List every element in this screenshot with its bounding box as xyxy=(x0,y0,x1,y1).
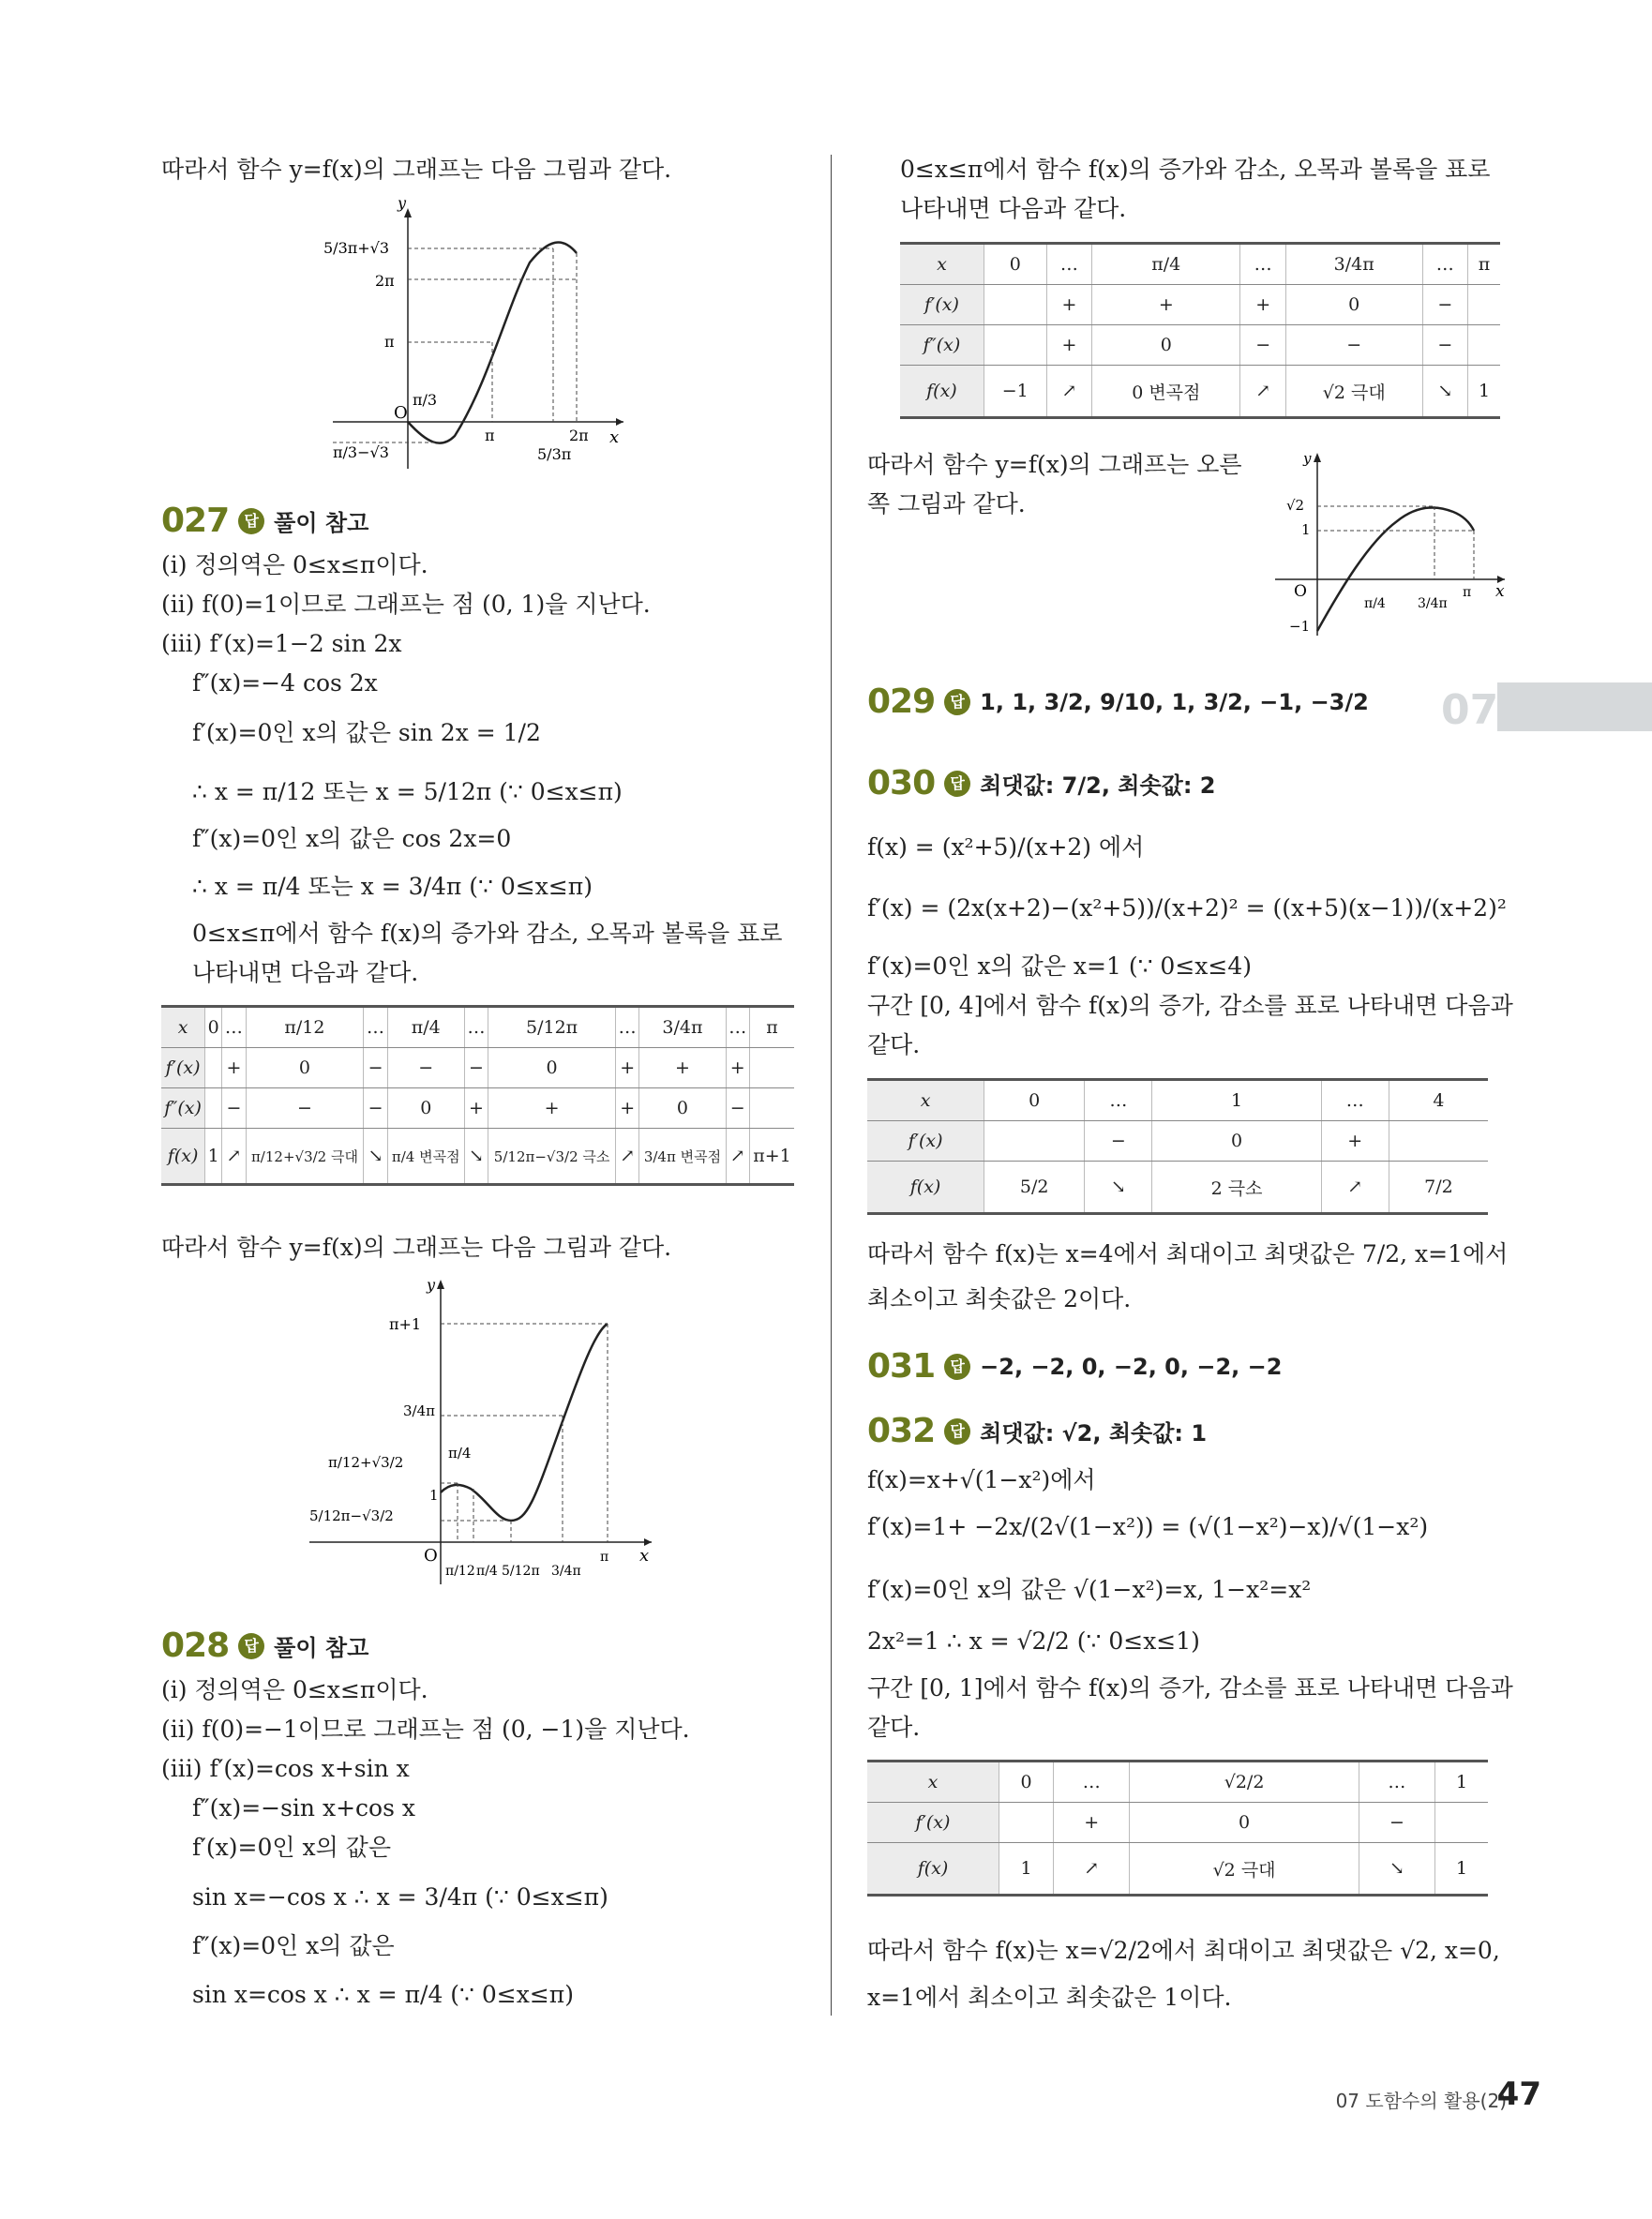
g3-y: y xyxy=(1303,450,1312,467)
table-cell: + xyxy=(1240,285,1286,325)
table-cell: − xyxy=(464,1048,488,1088)
table-cell: 0 xyxy=(1130,1803,1359,1843)
table-cell: x xyxy=(867,1080,984,1121)
table-cell: 5/12π xyxy=(488,1007,616,1048)
answer-text: 풀이 참고 xyxy=(274,1635,369,1661)
section-028-header xyxy=(161,1627,368,1665)
g1-2pi: 2π xyxy=(375,272,395,290)
table-cell: π xyxy=(1468,244,1500,285)
problem-number: 031 xyxy=(867,1347,936,1386)
table-cell xyxy=(205,1088,222,1129)
section-029-header xyxy=(867,682,1369,721)
table-cell: … xyxy=(1422,244,1468,285)
s027-line: f″(x)=−4 cos 2x xyxy=(192,669,378,697)
table-cell: f(x) xyxy=(867,1162,984,1214)
table-cell: − xyxy=(1085,1121,1152,1162)
table-cell: x xyxy=(900,244,984,285)
graph3-caption-1: 따라서 함수 y=f(x)의 그래프는 오른 xyxy=(867,451,1242,478)
table-cell: 0 xyxy=(387,1088,464,1129)
table-cell: − xyxy=(1422,325,1468,366)
table-cell: + xyxy=(726,1048,749,1088)
table-cell: … xyxy=(1240,244,1286,285)
s030-sign-table xyxy=(867,1078,1488,1215)
table-cell: + xyxy=(616,1048,639,1088)
table-cell xyxy=(984,325,1046,366)
graph2-caption: 따라서 함수 y=f(x)의 그래프는 다음 그림과 같다. xyxy=(161,1234,672,1261)
s030-line: f′(x) = (2x(x+2)−(x²+5))/(x+2)² = ((x+5)(x−1))/(x+2)² xyxy=(867,894,1507,922)
table-cell: ↗ xyxy=(616,1129,639,1185)
table-cell: π/12 xyxy=(246,1007,364,1048)
answer-badge: 답 xyxy=(238,1633,264,1659)
table-row xyxy=(900,366,1500,418)
s028-line: sin x=−cos x ∴ x = 3/4π (∵ 0≤x≤π) xyxy=(192,1883,608,1911)
s030-conclusion: 따라서 함수 f(x)는 x=4에서 최대이고 최댓값은 7/2, x=1에서 xyxy=(867,1240,1509,1267)
table-row xyxy=(161,1007,794,1048)
s027-line: ∴ x = π/12 또는 x = 5/12π (∵ 0≤x≤π) xyxy=(192,778,623,805)
table-cell: 0 변곡점 xyxy=(1092,366,1240,418)
table-cell: 0 xyxy=(984,1080,1085,1121)
table-cell: − xyxy=(1285,325,1422,366)
table-cell: ↗ xyxy=(726,1129,749,1185)
problem-number: 032 xyxy=(867,1412,936,1450)
g3-r2: √2 xyxy=(1286,497,1305,514)
g2-t1: π/12 xyxy=(445,1564,475,1579)
s030-conclusion: 최소이고 최솟값은 2이다. xyxy=(867,1285,1132,1312)
answer-text: 최댓값: 7/2, 최솟값: 2 xyxy=(980,772,1216,799)
g1-pi: π xyxy=(384,333,395,351)
table-row xyxy=(867,1803,1488,1843)
section-030-header xyxy=(867,764,1216,802)
g2-o: O xyxy=(424,1546,438,1566)
answer-badge: 답 xyxy=(238,508,264,534)
table-cell: − xyxy=(364,1048,387,1088)
table-row xyxy=(161,1088,794,1129)
s027-line: 나타내면 다음과 같다. xyxy=(192,959,419,986)
table-cell: 7/2 xyxy=(1389,1162,1488,1214)
g2-one: 1 xyxy=(429,1487,439,1504)
g1-x5pi3: 5/3π xyxy=(537,445,572,463)
table-cell: + xyxy=(222,1048,246,1088)
table-cell: 3/4π xyxy=(1285,244,1422,285)
g1-top: 5/3π+√3 xyxy=(323,239,390,257)
table-row xyxy=(900,244,1500,285)
table-cell: … xyxy=(1054,1762,1130,1803)
footer-chapter: 07 도함수의 활용(2) xyxy=(1335,2090,1507,2112)
table-cell xyxy=(1468,285,1500,325)
table-cell: π/4 변곡점 xyxy=(387,1129,464,1185)
s027-line: (ⅱ) f(0)=1이므로 그래프는 점 (0, 1)을 지난다. xyxy=(161,591,651,618)
table-cell: + xyxy=(1321,1121,1389,1162)
table-cell: + xyxy=(488,1088,616,1129)
g3-t2: 3/4π xyxy=(1418,596,1448,611)
g2-t5: π xyxy=(600,1550,609,1565)
s027-sign-table xyxy=(161,1005,794,1186)
chapter-side-tab xyxy=(1441,682,1652,734)
table-cell: … xyxy=(726,1007,749,1048)
s028-line: (ⅲ) f′(x)=cos x+sin x xyxy=(161,1755,410,1782)
problem-number: 028 xyxy=(161,1627,230,1665)
s028-line: (ⅰ) 정의역은 0≤x≤π이다. xyxy=(161,1676,428,1703)
table-cell: 1 xyxy=(1152,1080,1321,1121)
answer-text: 최댓값: √2, 최솟값: 1 xyxy=(980,1420,1208,1447)
table-cell: … xyxy=(1046,244,1092,285)
g3-m1: −1 xyxy=(1289,618,1311,635)
table-cell: 0 xyxy=(205,1007,222,1048)
table-cell: + xyxy=(639,1048,726,1088)
graph-2 xyxy=(309,1275,656,1598)
table-row xyxy=(867,1162,1488,1214)
table-cell: f′(x) xyxy=(867,1121,984,1162)
g2-lpi4: π/4 xyxy=(448,1445,472,1462)
graph1-caption: 따라서 함수 y=f(x)의 그래프는 다음 그림과 같다. xyxy=(161,156,672,183)
g2-top: π+1 xyxy=(389,1315,422,1333)
table-cell xyxy=(984,1121,1085,1162)
g3-o: O xyxy=(1294,582,1307,601)
page-number: 47 xyxy=(1496,2076,1541,2113)
answer-badge: 답 xyxy=(944,1354,970,1380)
g1-xpi: π xyxy=(485,427,495,444)
g2-x: x xyxy=(639,1546,650,1566)
table-cell: f′(x) xyxy=(900,285,984,325)
s032-sign-table xyxy=(867,1760,1488,1897)
table-cell: f′(x) xyxy=(161,1048,205,1088)
table-cell: ↗ xyxy=(1054,1843,1130,1896)
table-cell xyxy=(1468,325,1500,366)
table-cell: + xyxy=(464,1088,488,1129)
g1-x2pi: 2π xyxy=(569,427,589,444)
s028-line: f″(x)=0인 x의 값은 xyxy=(192,1932,395,1959)
table-cell: 2 극소 xyxy=(1152,1162,1321,1214)
table-cell: + xyxy=(1092,285,1240,325)
table-cell xyxy=(1435,1803,1488,1843)
table-cell: f″(x) xyxy=(161,1088,205,1129)
answer-badge: 답 xyxy=(944,689,970,715)
s027-line: (ⅲ) f′(x)=1−2 sin 2x xyxy=(161,630,402,657)
graph-1 xyxy=(323,197,633,478)
s030-line: f(x) = (x²+5)/(x+2) 에서 xyxy=(867,833,1145,861)
table-cell: − xyxy=(222,1088,246,1129)
table-cell: … xyxy=(364,1007,387,1048)
g1-y: y xyxy=(397,197,406,212)
g3-one: 1 xyxy=(1301,521,1311,538)
s027-line: ∴ x = π/4 또는 x = 3/4π (∵ 0≤x≤π) xyxy=(192,873,593,900)
table-cell: ↗ xyxy=(1321,1162,1389,1214)
table-cell xyxy=(984,285,1046,325)
table-cell: 0 xyxy=(984,244,1046,285)
table-row xyxy=(161,1129,794,1185)
table-row xyxy=(867,1080,1488,1121)
answer-text: 풀이 참고 xyxy=(274,510,369,536)
table-cell xyxy=(749,1048,794,1088)
s032-line: 같다. xyxy=(867,1714,921,1741)
table-cell: 4 xyxy=(1389,1080,1488,1121)
table-cell: 0 xyxy=(999,1762,1053,1803)
table-cell: + xyxy=(616,1088,639,1129)
table-cell: + xyxy=(1046,325,1092,366)
table-cell: 3/4π 변곡점 xyxy=(639,1129,726,1185)
table-cell: … xyxy=(1359,1762,1434,1803)
table-cell: 1 xyxy=(1468,366,1500,418)
table-cell: ↗ xyxy=(1240,366,1286,418)
answer-badge: 답 xyxy=(944,1418,970,1445)
g2-t4: 3/4π xyxy=(551,1564,581,1579)
g2-t3: 5/12π xyxy=(502,1564,540,1579)
table-cell: √2 극대 xyxy=(1130,1843,1359,1896)
table-row xyxy=(867,1762,1488,1803)
s027-line: f′(x)=0인 x의 값은 sin 2x = 1/2 xyxy=(192,719,541,746)
g2-t2: π/4 xyxy=(476,1564,498,1579)
table-row xyxy=(867,1843,1488,1896)
s030-line: 같다. xyxy=(867,1031,921,1058)
table-cell: 0 xyxy=(1285,285,1422,325)
answer-text: 1, 1, 3/2, 9/10, 1, 3/2, −1, −3/2 xyxy=(980,688,1369,715)
table-cell: − xyxy=(246,1088,364,1129)
table-cell: 5/12π−√3/2 극소 xyxy=(488,1129,616,1185)
s028c-line: 0≤x≤π에서 함수 f(x)의 증가와 감소, 오목과 볼록을 표로 xyxy=(900,156,1491,183)
g2-lmin: 5/12π−√3/2 xyxy=(309,1507,394,1524)
section-027-header xyxy=(161,502,368,540)
problem-number: 029 xyxy=(867,682,936,721)
g2-lmax: π/12+√3/2 xyxy=(328,1454,404,1471)
table-cell: f′(x) xyxy=(867,1803,999,1843)
table-cell: 3/4π xyxy=(639,1007,726,1048)
g3-t3: π xyxy=(1463,585,1472,600)
s032-conclusion: x=1에서 최소이고 최솟값은 1이다. xyxy=(867,1984,1232,2011)
table-cell: … xyxy=(616,1007,639,1048)
table-cell: π/4 xyxy=(387,1007,464,1048)
s027-line: (ⅰ) 정의역은 0≤x≤π이다. xyxy=(161,551,428,578)
s028-line: (ⅱ) f(0)=−1이므로 그래프는 점 (0, −1)을 지난다. xyxy=(161,1716,690,1743)
table-cell: + xyxy=(1054,1803,1130,1843)
answer-badge: 답 xyxy=(944,771,970,797)
table-row xyxy=(900,285,1500,325)
table-cell: − xyxy=(1422,285,1468,325)
s027-line: f″(x)=0인 x의 값은 cos 2x=0 xyxy=(192,825,512,852)
table-cell: − xyxy=(1359,1803,1434,1843)
s032-line: f(x)=x+√(1−x²)에서 xyxy=(867,1466,1096,1493)
table-cell: … xyxy=(222,1007,246,1048)
s032-line: 구간 [0, 1]에서 함수 f(x)의 증가, 감소를 표로 나타내면 다음과 xyxy=(867,1674,1513,1702)
table-cell xyxy=(1389,1121,1488,1162)
s030-line: 구간 [0, 4]에서 함수 f(x)의 증가, 감소를 표로 나타내면 다음과 xyxy=(867,992,1513,1019)
table-cell: … xyxy=(1321,1080,1389,1121)
problem-number: 027 xyxy=(161,502,230,540)
s032-line: f′(x)=1+ −2x/(2√(1−x²)) = (√(1−x²)−x)/√(1−x²) xyxy=(867,1513,1429,1540)
table-cell: f(x) xyxy=(900,366,984,418)
g2-y: y xyxy=(427,1276,436,1294)
table-cell: … xyxy=(464,1007,488,1048)
g3-x: x xyxy=(1495,582,1505,601)
table-cell: − xyxy=(364,1088,387,1129)
table-cell: π/12+√3/2 극대 xyxy=(246,1129,364,1185)
table-cell: ↘ xyxy=(364,1129,387,1185)
s032-line: 2x²=1 ∴ x = √2/2 (∵ 0≤x≤1) xyxy=(867,1627,1200,1655)
table-cell xyxy=(749,1088,794,1129)
table-row xyxy=(900,325,1500,366)
table-cell: 1 xyxy=(1435,1762,1488,1803)
s030-line: f′(x)=0인 x의 값은 x=1 (∵ 0≤x≤4) xyxy=(867,952,1252,980)
chapter-tab-label: 07 xyxy=(1441,686,1499,734)
table-cell: x xyxy=(161,1007,205,1048)
column-divider xyxy=(831,155,832,2016)
table-cell: + xyxy=(1046,285,1092,325)
table-cell: ↗ xyxy=(222,1129,246,1185)
answer-text: −2, −2, 0, −2, 0, −2, −2 xyxy=(980,1353,1283,1380)
g3-t1: π/4 xyxy=(1364,596,1386,611)
problem-number: 030 xyxy=(867,764,936,802)
table-cell: 0 xyxy=(488,1048,616,1088)
table-cell: − xyxy=(387,1048,464,1088)
section-031-header xyxy=(867,1347,1282,1386)
table-cell: ↘ xyxy=(1422,366,1468,418)
s028-line: f′(x)=0인 x의 값은 xyxy=(192,1834,391,1861)
s027-line: 0≤x≤π에서 함수 f(x)의 증가와 감소, 오목과 볼록을 표로 xyxy=(192,920,783,947)
s028-sign-table xyxy=(900,242,1500,419)
table-cell: 0 xyxy=(246,1048,364,1088)
graph3-caption-2: 쪽 그림과 같다. xyxy=(867,490,1026,517)
table-cell: − xyxy=(726,1088,749,1129)
table-cell: f″(x) xyxy=(900,325,984,366)
g2-l34: 3/4π xyxy=(403,1402,435,1419)
table-cell: 0 xyxy=(639,1088,726,1129)
table-cell: 0 xyxy=(1092,325,1240,366)
table-cell xyxy=(205,1048,222,1088)
table-cell: 0 xyxy=(1152,1121,1321,1162)
g1-o: O xyxy=(394,403,408,423)
table-cell: 1 xyxy=(205,1129,222,1185)
table-cell: π xyxy=(749,1007,794,1048)
s032-line: f′(x)=0인 x의 값은 √(1−x²)=x, 1−x²=x² xyxy=(867,1576,1312,1603)
g1-x: x xyxy=(609,427,620,447)
table-cell: … xyxy=(1085,1080,1152,1121)
table-row xyxy=(867,1121,1488,1162)
table-cell: ↘ xyxy=(1085,1162,1152,1214)
g1-pi3: π/3 xyxy=(413,391,438,409)
table-cell: f(x) xyxy=(161,1129,205,1185)
table-cell: 1 xyxy=(1435,1843,1488,1896)
table-cell: π+1 xyxy=(749,1129,794,1185)
table-cell: 5/2 xyxy=(984,1162,1085,1214)
s028c-line: 나타내면 다음과 같다. xyxy=(900,195,1127,222)
table-row xyxy=(161,1048,794,1088)
table-cell: ↘ xyxy=(1359,1843,1434,1896)
table-cell: x xyxy=(867,1762,999,1803)
table-cell: ↘ xyxy=(464,1129,488,1185)
s032-conclusion: 따라서 함수 f(x)는 x=√2/2에서 최대이고 최댓값은 √2, x=0, xyxy=(867,1937,1500,1964)
table-cell: −1 xyxy=(984,366,1046,418)
table-cell: ↗ xyxy=(1046,366,1092,418)
section-032-header xyxy=(867,1412,1207,1450)
table-cell: √2 극대 xyxy=(1285,366,1422,418)
table-cell: π/4 xyxy=(1092,244,1240,285)
table-cell: f(x) xyxy=(867,1843,999,1896)
table-cell: − xyxy=(1240,325,1286,366)
table-cell: 1 xyxy=(999,1843,1053,1896)
s028-line: sin x=cos x ∴ x = π/4 (∵ 0≤x≤π) xyxy=(192,1981,574,2008)
table-cell: √2/2 xyxy=(1130,1762,1359,1803)
s028-line: f″(x)=−sin x+cos x xyxy=(192,1794,415,1822)
g1-min: π/3−√3 xyxy=(333,443,389,461)
table-cell xyxy=(999,1803,1053,1843)
graph-3 xyxy=(1275,448,1509,645)
